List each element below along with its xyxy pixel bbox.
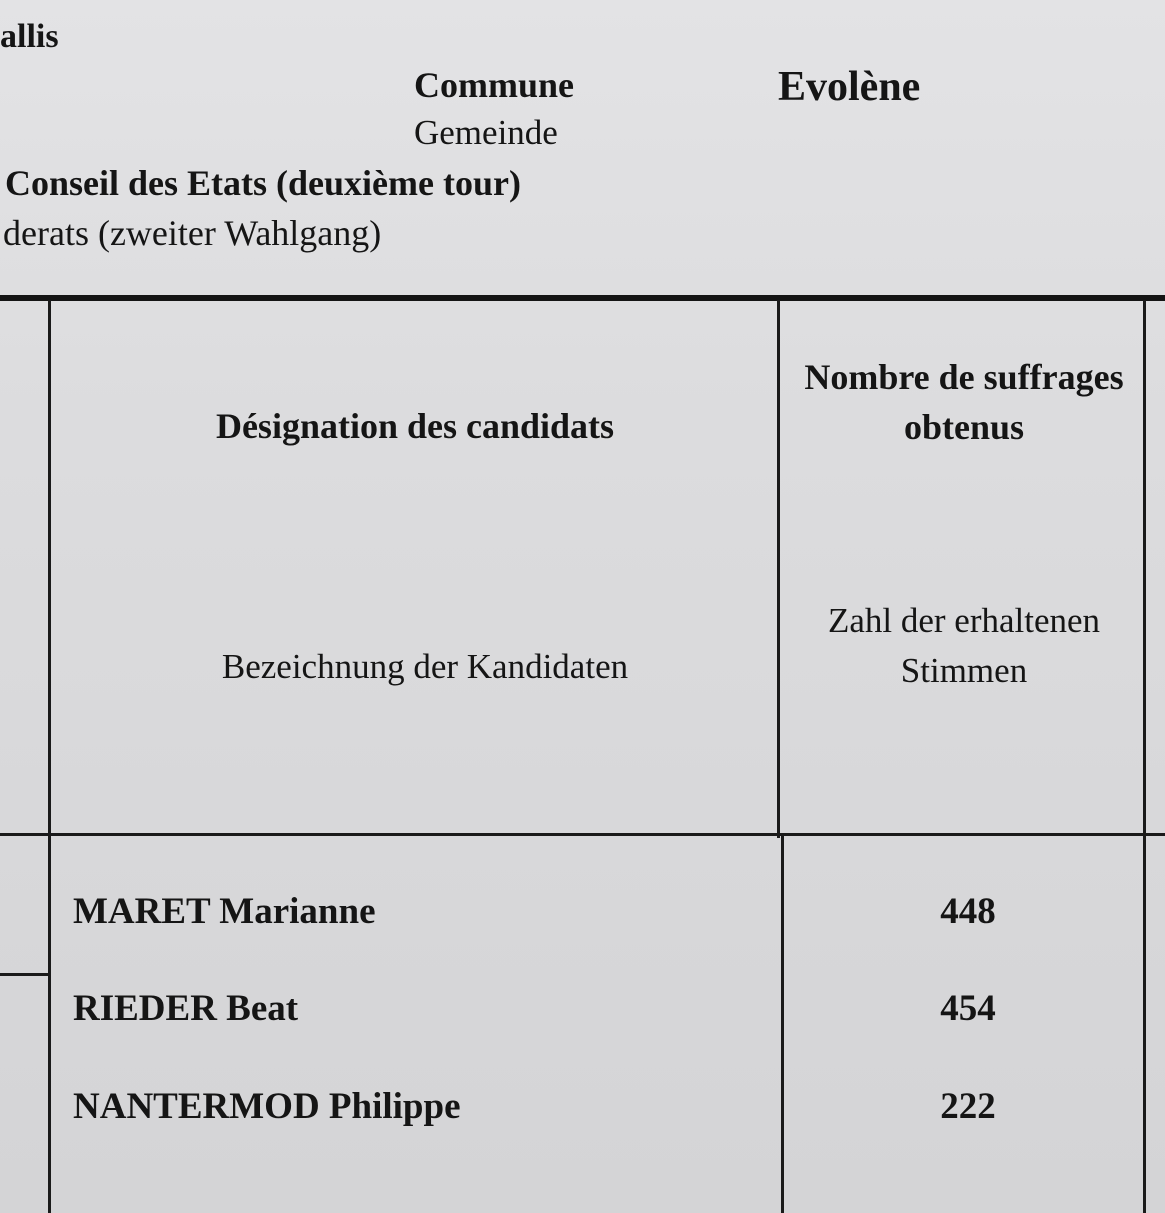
votes-column-header-de: Zahl der erhaltenen Stimmen — [827, 601, 1101, 690]
candidate-votes: 222 — [940, 1086, 996, 1127]
candidates-column-header-de: Bezeichnung der Kandidaten — [221, 647, 629, 686]
table-left-divider — [48, 300, 51, 1213]
commune-label: Commune — [414, 65, 574, 105]
candidate-name: NANTERMOD Philippe — [73, 1086, 461, 1127]
header-body-divider — [0, 833, 1165, 836]
table-mid-divider-header — [777, 300, 780, 838]
canton-name-fragment: allis — [0, 18, 59, 55]
candidate-name: RIEDER Beat — [73, 988, 299, 1029]
votes-column-header-fr: Nombre de suffrages obtenus — [804, 357, 1124, 447]
table-mid-divider-body — [781, 836, 784, 1213]
left-column-row-divider — [0, 973, 50, 976]
candidate-name: MARET Marianne — [73, 891, 376, 932]
candidate-votes: 454 — [940, 988, 996, 1029]
candidate-votes: 448 — [940, 891, 996, 932]
table-top-rule — [0, 295, 1165, 301]
election-title-fr: Conseil des Etats (deuxième tour) — [5, 163, 521, 203]
gemeinde-label: Gemeinde — [414, 113, 558, 152]
election-title-de: derats (zweiter Wahlgang) — [3, 213, 382, 253]
candidates-column-header-fr: Désignation des candidats — [215, 406, 615, 446]
commune-name: Evolène — [778, 64, 921, 110]
